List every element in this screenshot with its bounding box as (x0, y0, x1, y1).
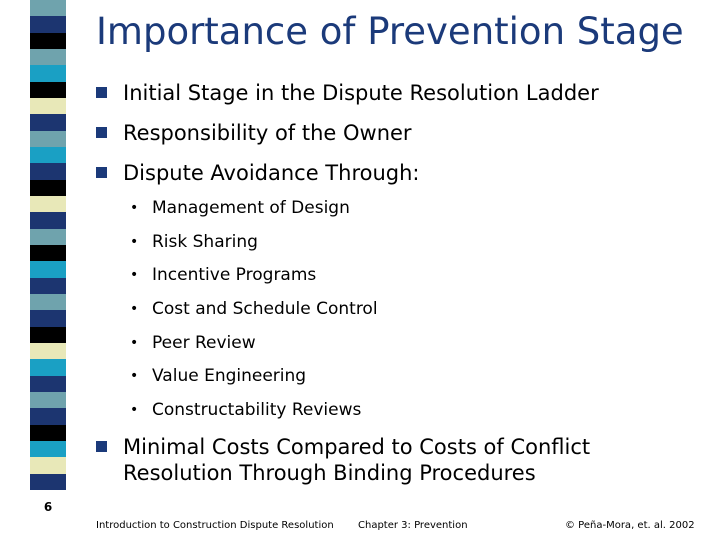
bullet-text: Responsibility of the Owner (123, 121, 412, 145)
stripe (30, 343, 66, 359)
stripe (30, 294, 66, 310)
slide-title: Importance of Prevention Stage (96, 10, 684, 53)
sub-item (130, 299, 378, 319)
sub-item (130, 366, 306, 386)
dot-bullet-icon: • (130, 233, 139, 250)
stripe (30, 33, 66, 49)
dot-bullet-icon: • (130, 334, 139, 351)
sub-item (130, 198, 350, 218)
sub-item-text: Incentive Programs (152, 265, 317, 285)
bullet-text-line: Minimal Costs Compared to Costs of Conflict (123, 435, 591, 459)
dot-bullet-icon: • (130, 266, 139, 283)
sub-item-text: Cost and Schedule Control (152, 299, 378, 319)
stripe (30, 65, 66, 81)
square-bullet-icon (96, 87, 107, 98)
footer-chapter: Chapter 3: Prevention (358, 520, 468, 531)
dot-bullet-icon: • (130, 300, 139, 317)
sub-item (130, 400, 361, 420)
stripe (30, 392, 66, 408)
sub-item (130, 333, 256, 353)
stripe (30, 0, 66, 16)
footer-course: Introduction to Construction Dispute Resolution (96, 520, 334, 531)
stripe (30, 49, 66, 65)
bullet-item (96, 160, 420, 186)
footer-copyright: © Peña-Mora, et. al. 2002 (565, 520, 695, 531)
stripe (30, 245, 66, 261)
stripe (30, 98, 66, 114)
square-bullet-icon (96, 167, 107, 178)
stripe (30, 261, 66, 277)
stripe (30, 425, 66, 441)
sub-item-text: Management of Design (152, 198, 350, 218)
bullet-text (123, 434, 590, 487)
sub-item-text: Constructability Reviews (152, 400, 362, 420)
stripe (30, 163, 66, 179)
slide-number: 6 (30, 490, 66, 524)
dot-bullet-icon: • (130, 367, 139, 384)
stripe (30, 229, 66, 245)
square-bullet-icon (96, 441, 107, 452)
bullet-text-line: Resolution Through Binding Procedures (123, 461, 536, 486)
stripe (30, 82, 66, 98)
decorative-stripe-bar (30, 0, 66, 490)
stripe (30, 114, 66, 130)
stripe (30, 310, 66, 326)
sub-item (130, 232, 258, 252)
stripe (30, 212, 66, 228)
sub-item-text: Value Engineering (152, 366, 307, 386)
bullet-text: Dispute Avoidance Through: (123, 161, 420, 185)
stripe (30, 180, 66, 196)
bullet-text: Initial Stage in the Dispute Resolution Ladder (123, 81, 599, 105)
sub-item-text: Risk Sharing (152, 232, 258, 252)
sub-item (130, 265, 316, 285)
stripe (30, 147, 66, 163)
stripe (30, 408, 66, 424)
sub-item-text: Peer Review (152, 333, 256, 353)
stripe (30, 441, 66, 457)
stripe (30, 474, 66, 490)
bullet-item (96, 120, 412, 146)
stripe (30, 278, 66, 294)
bullet-item (96, 434, 590, 487)
bullet-item (96, 80, 599, 106)
stripe (30, 359, 66, 375)
dot-bullet-icon: • (130, 401, 139, 418)
stripe (30, 196, 66, 212)
dot-bullet-icon: • (130, 199, 139, 216)
stripe (30, 376, 66, 392)
stripe (30, 327, 66, 343)
stripe (30, 131, 66, 147)
stripe (30, 16, 66, 32)
stripe (30, 457, 66, 473)
square-bullet-icon (96, 127, 107, 138)
